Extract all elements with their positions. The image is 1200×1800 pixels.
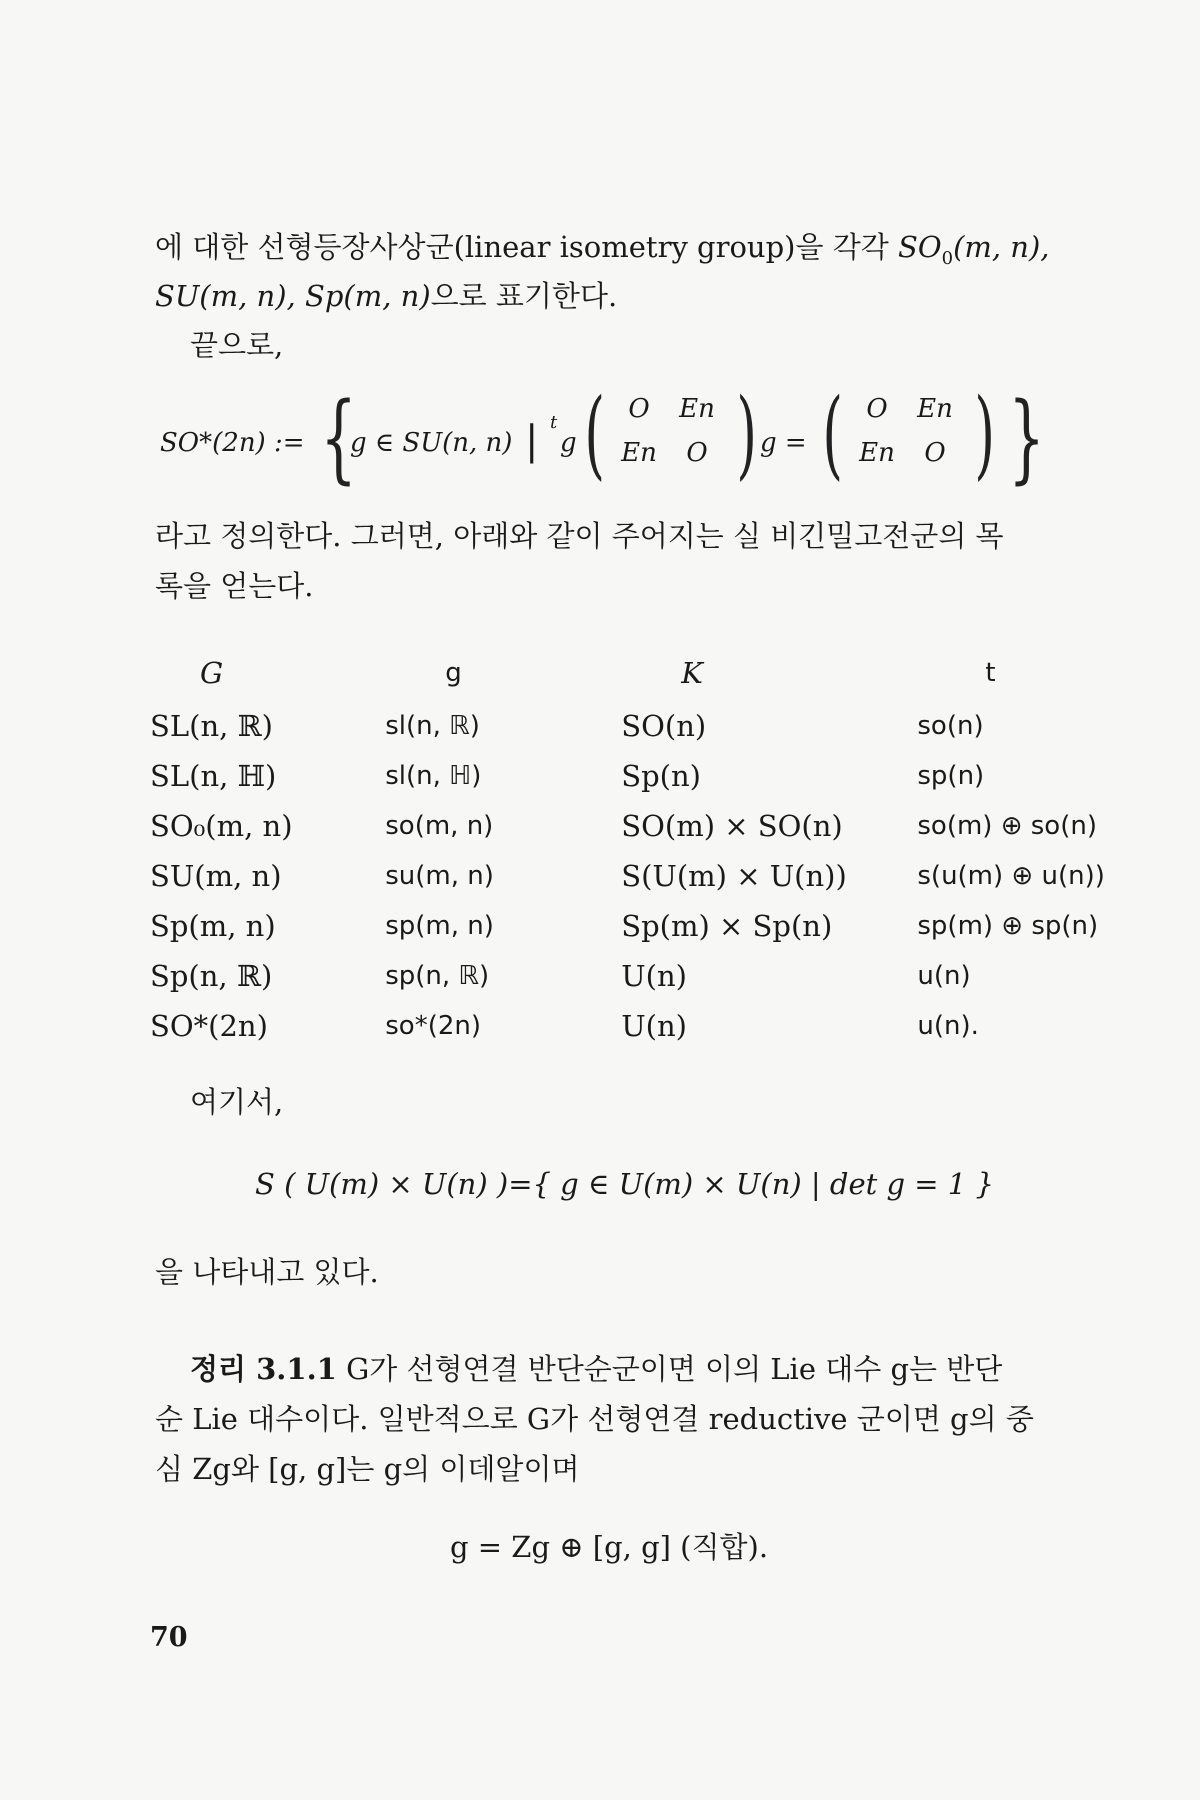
equation-so-star xyxy=(160,378,1060,498)
matrix-cell: En xyxy=(679,394,715,424)
close-paren: ) xyxy=(736,378,758,490)
set-condition: g ∈ SU(n, n) xyxy=(350,428,513,458)
classical-groups-table xyxy=(150,645,1200,1051)
table-row xyxy=(150,851,1200,901)
cell: su(m, n) xyxy=(385,861,494,891)
eq-lhs: SO*(2n) := xyxy=(160,428,305,458)
cell: U(n) xyxy=(621,1009,687,1043)
cell: s(u(m) ⊕ u(n)) xyxy=(917,861,1105,891)
table-row xyxy=(150,901,1200,951)
math: SO xyxy=(897,230,942,264)
theorem-line3: 심 Zg와 [g, g]는 g의 이데알이며 xyxy=(155,1452,580,1486)
cell: sp(m) ⊕ sp(n) xyxy=(917,911,1099,941)
header-t: t xyxy=(985,658,996,688)
cell: u(n). xyxy=(917,1011,979,1041)
cell: U(n) xyxy=(621,959,687,993)
open-paren: ( xyxy=(584,378,606,490)
cell: sl(n, ℍ) xyxy=(385,761,482,791)
header-g: g xyxy=(445,658,462,688)
cell: sl(n, ℝ) xyxy=(385,711,480,741)
table-row xyxy=(150,801,1200,851)
cell: Sp(m, n) xyxy=(150,909,276,943)
text: 에 대한 선형등장사상군(linear isometry group)을 각각 xyxy=(155,230,898,264)
para2-line1: 라고 정의한다. 그러면, 아래와 같이 주어지는 실 비긴밀고전군의 목 xyxy=(155,519,1004,553)
matrix-j xyxy=(610,394,726,468)
math-sub: 0 xyxy=(941,247,954,269)
set-bar: | xyxy=(525,418,539,464)
open-brace: { xyxy=(320,382,357,494)
para2-line2: 록을 얻는다. xyxy=(155,569,314,603)
cell: SU(m, n) xyxy=(150,859,282,893)
matrix-cell: En xyxy=(917,394,953,424)
transpose-mark: t xyxy=(550,412,558,433)
table-row xyxy=(150,1001,1200,1051)
table-row xyxy=(150,701,1200,751)
para1-line3: 끝으로, xyxy=(190,328,284,362)
matrix-cell: En xyxy=(621,438,657,468)
para4-line1: 을 나타내고 있다. xyxy=(155,1255,379,1289)
eq-g-equals: g = xyxy=(760,428,807,458)
eq-g: g xyxy=(560,428,577,458)
matrix-j-rhs xyxy=(848,394,964,468)
cell: S(U(m) × U(n)) xyxy=(621,859,847,893)
theorem-label: 정리 3.1.1 xyxy=(190,1352,337,1386)
table-row xyxy=(150,951,1200,1001)
text: 으로 표기한다. xyxy=(430,279,618,313)
page-number: 70 xyxy=(150,1622,188,1653)
cell: so(m) ⊕ so(n) xyxy=(917,811,1097,841)
table-row xyxy=(150,751,1200,801)
equation-direct-sum: g = Zg ⊕ [g, g] (직합). xyxy=(450,1530,769,1564)
matrix-cell: O xyxy=(866,394,888,424)
equation-s-um-un: S ( U(m) × U(n) )={ g ∈ U(m) × U(n) | det g = 1 } xyxy=(255,1167,994,1201)
cell: Sp(n, ℝ) xyxy=(150,959,273,993)
open-paren-rhs: ( xyxy=(822,378,844,490)
cell: sp(n, ℝ) xyxy=(385,961,490,991)
matrix-cell: En xyxy=(859,438,895,468)
cell: so(m, n) xyxy=(385,811,494,841)
para1-line2 xyxy=(155,279,618,313)
cell: SL(n, ℝ) xyxy=(150,709,273,743)
cell: so*(2n) xyxy=(385,1011,481,1041)
theorem-line2: 순 Lie 대수이다. 일반적으로 G가 선형연결 reductive 군이면 g의 중 xyxy=(155,1402,1034,1436)
matrix-cell: O xyxy=(924,438,946,468)
cell: so(n) xyxy=(917,711,984,741)
matrix-cell: O xyxy=(686,438,708,468)
close-paren-rhs: ) xyxy=(974,378,996,490)
cell: SO(m) × SO(n) xyxy=(621,809,843,843)
matrix-cell: O xyxy=(628,394,650,424)
close-brace: } xyxy=(1008,382,1045,494)
cell: SO*(2n) xyxy=(150,1009,268,1043)
math: SU(m, n), Sp(m, n) xyxy=(155,279,431,313)
para3-line1: 여기서, xyxy=(190,1085,284,1119)
header-K: K xyxy=(681,656,703,690)
cell: SO₀(m, n) xyxy=(150,809,293,843)
theorem-line1 xyxy=(190,1352,1003,1386)
header-G: G xyxy=(200,656,224,690)
cell: sp(m, n) xyxy=(385,911,494,941)
table-header-row xyxy=(150,645,1200,701)
para1-line1 xyxy=(155,230,1050,269)
cell: Sp(n) xyxy=(621,759,701,793)
cell: SO(n) xyxy=(621,709,707,743)
cell: sp(n) xyxy=(917,761,985,791)
theorem-text: G가 선형연결 반단순군이면 이의 Lie 대수 g는 반단 xyxy=(346,1352,1003,1386)
cell: SL(n, ℍ) xyxy=(150,759,277,793)
cell: Sp(m) × Sp(n) xyxy=(621,909,833,943)
cell: u(n) xyxy=(917,961,971,991)
math: (m, n), xyxy=(953,230,1050,264)
